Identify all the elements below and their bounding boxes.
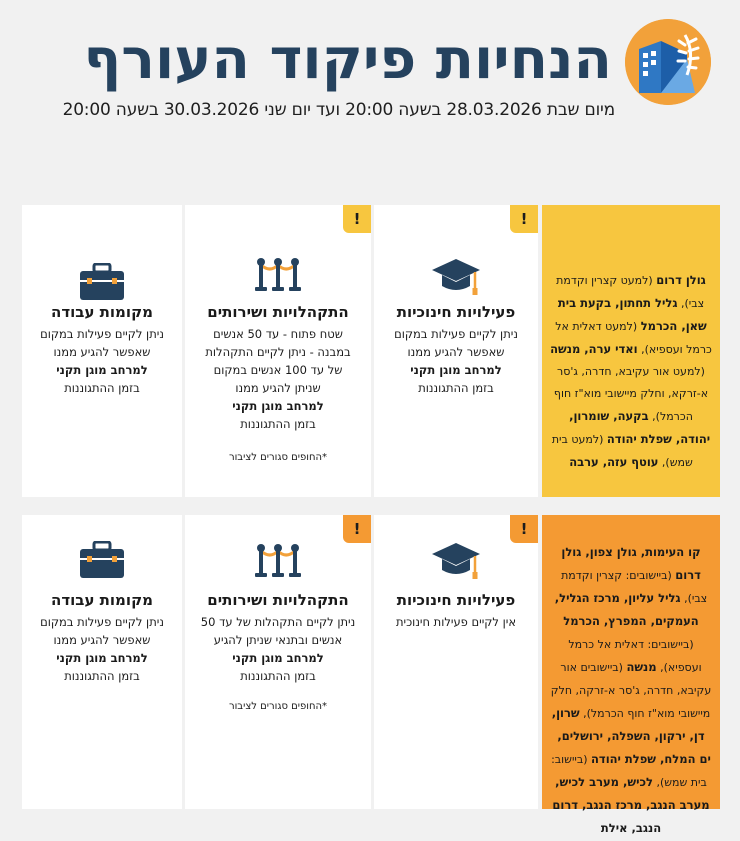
gatherings-body (199, 613, 357, 685)
education-body-text: אין לקיים פעילות חינוכית (395, 615, 517, 629)
education-title: פעילויות חינוכיות (396, 303, 516, 321)
region-name: גליל עליון, מרכז הגליל, העמקים, המפרץ, הכרמל (554, 591, 699, 628)
region-exception: (ביישוב: בית שמש), (551, 753, 707, 789)
region-exception: (למעט אור עקיבא, חדרה, ג'סר א-זרקא, וחלק מיישובי מוא"ז חוף הכרמל), (553, 365, 709, 423)
work-body (26, 325, 178, 397)
region-name: גולן דרום (656, 273, 706, 287)
gatherings-title: התקהלויות ושירותים (207, 591, 349, 609)
gatherings-card (185, 205, 371, 497)
logo-emblem-icon (625, 19, 711, 105)
beaches-note: *החופים סגורים לציבור (228, 452, 328, 463)
region-name: קו העימות, גולן צפון, גולן דרום (561, 545, 701, 582)
gatherings-body-text-2: בזמן ההתגוננות (240, 669, 316, 683)
region-name: לכיש, מערב לכיש, מערב הנגב, מרכז הנגב, דרום הנגב, אילת (552, 775, 710, 835)
region-exception: (ביישובים: קצרין וקדמת צבי), (561, 569, 708, 605)
gatherings-body-bold: למרחב מוגן תקני (232, 651, 324, 665)
region-name: שרון, דן, ירקון, השפלה, ירושלים, ים המלח, שפלת יהודה (551, 706, 711, 766)
work-body-text-2: בזמן ההתגוננות (64, 669, 140, 683)
work-card (22, 205, 182, 497)
region-name: מנשה (626, 660, 657, 674)
briefcase-icon (79, 263, 125, 301)
education-card (374, 205, 538, 497)
region-name: בקעה, שומרון, יהודה, שפלת יהודה (569, 409, 711, 446)
regions-panel (542, 205, 720, 497)
briefcase-icon (79, 541, 125, 579)
region-name: גליל תחתון, בקעת בית שאן, הכרמל (557, 296, 707, 333)
work-card (22, 515, 182, 809)
guidelines-row-1 (22, 205, 720, 497)
guidelines-row-2 (22, 515, 720, 835)
header (0, 0, 740, 150)
work-body-text: ניתן לקיים פעילות במקום שאפשר להגיע ממנו (40, 615, 164, 647)
education-body (384, 613, 528, 631)
graduation-cap-icon (431, 541, 481, 581)
alert-tag: ! (343, 515, 371, 543)
beaches-note: *החופים סגורים לציבור (228, 701, 328, 712)
work-title: מקומות עבודה (51, 591, 153, 609)
education-card (374, 515, 538, 809)
alert-tag: ! (510, 205, 538, 233)
date-range: מיום שבת 28.03.2026 בשעה 20:00 ועד יום שני 30.03.2026 בשעה 20:00 (62, 100, 615, 120)
region-exception: (למעט דאלית אל כרמל ועספיא), (555, 320, 712, 356)
region-exception: (למעט בית שמש), (551, 433, 693, 469)
alert-tag: ! (510, 515, 538, 543)
gatherings-body-text: ניתן לקיים התקהלות של עד 50 אנשים ובתנאי שניתן להגיע (200, 615, 356, 647)
region-name: עוטף עזה, ערבה (569, 455, 659, 469)
home-front-command-logo (625, 19, 711, 105)
work-title: מקומות עבודה (51, 303, 153, 321)
region-exception: (ביישובים: דאלית אל כרמל ועספיא), (568, 638, 702, 674)
gatherings-body-text-2: בזמן ההתגוננות (240, 417, 316, 431)
work-body-text-2: בזמן ההתגוננות (64, 381, 140, 395)
education-body-text: ניתן לקיים פעילות במקום שאפשר להגיע ממנו (394, 327, 518, 359)
education-body-text-2: בזמן ההתגוננות (418, 381, 494, 395)
gatherings-body-bold: למרחב מוגן תקני (232, 399, 324, 413)
region-name: ואדי ערה, מנשה (550, 342, 638, 356)
region-exception: (למעט קצרין וקדמת צבי), (556, 274, 705, 310)
work-body (26, 613, 178, 685)
region-exception: (ביישובים אור עקיבא, חדרה, ג'סר א-זרקה, חלק מיישובי מוא"ז חוף הכרמל), (550, 661, 712, 720)
regions-list (550, 541, 712, 840)
work-body-text: ניתן לקיים פעילות במקום שאפשר להגיע ממנו (40, 327, 164, 359)
alert-tag: ! (343, 205, 371, 233)
gatherings-title: התקהלויות ושירותים (207, 303, 349, 321)
gatherings-card (185, 515, 371, 809)
page-title: הנחיות פיקוד העורף (83, 27, 612, 92)
gatherings-body (199, 325, 357, 433)
education-title: פעילויות חינוכיות (396, 591, 516, 609)
education-body (384, 325, 528, 397)
stanchions-icon (255, 543, 301, 579)
stanchions-icon (255, 257, 301, 293)
work-body-bold: למרחב מוגן תקני (56, 363, 148, 377)
graduation-cap-icon (431, 257, 481, 297)
work-body-bold: למרחב מוגן תקני (56, 651, 148, 665)
gatherings-body-text: שטח פתוח - עד 50 אנשים במבנה - ניתן לקיים התקהלות של עד 100 אנשים במקום שניתן להגיע ממנו (205, 327, 351, 395)
education-body-bold: למרחב מוגן תקני (410, 363, 502, 377)
regions-list (550, 269, 712, 474)
regions-panel (542, 515, 720, 835)
